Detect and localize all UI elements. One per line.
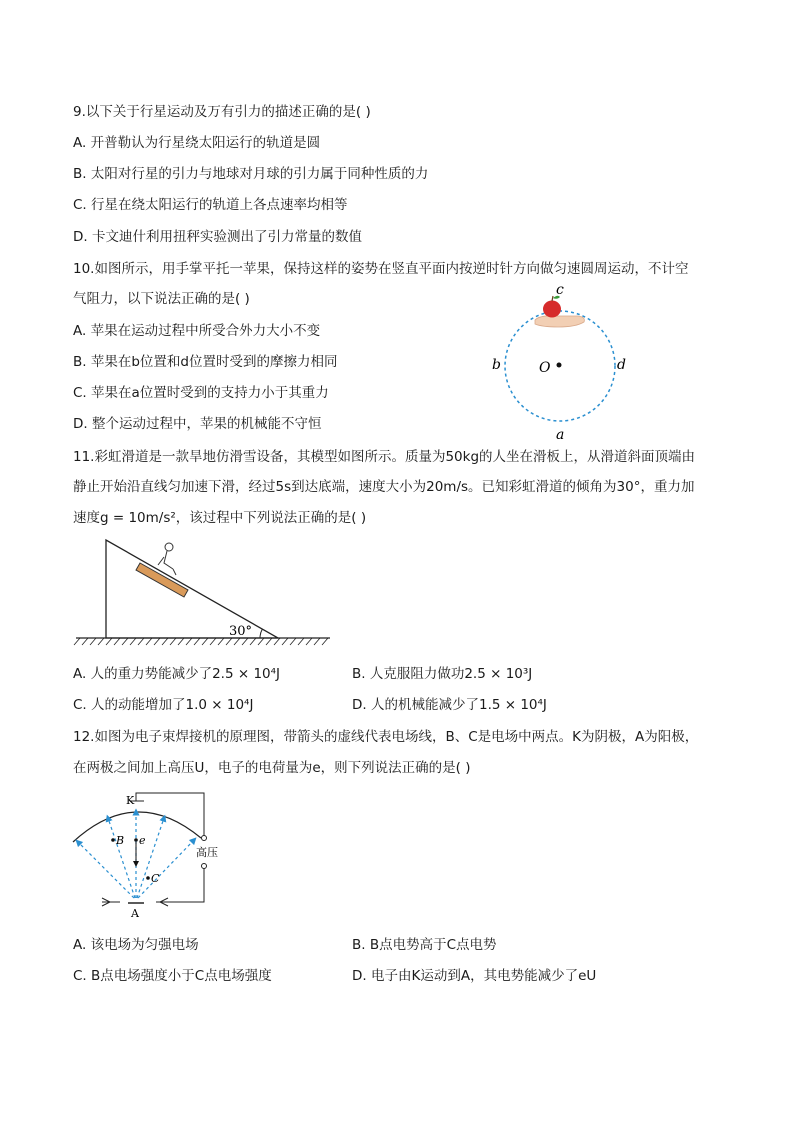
q9-option-b: B. 太阳对行星的引力与地球对月球的引力属于同种性质的力 <box>73 166 429 182</box>
q10-option-d: D. 整个运动过程中，苹果的机械能不守恒 <box>73 416 322 432</box>
label-b: b <box>492 357 501 373</box>
q9-option-d: D. 卡文迪什利用扭秤实验测出了引力常量的数值 <box>73 229 362 245</box>
hand-icon <box>535 316 584 327</box>
person-icon <box>158 543 176 575</box>
q11-slope-figure <box>72 535 336 650</box>
label-d: d <box>617 357 626 373</box>
label-e: e <box>139 834 146 847</box>
terminal-bottom <box>202 864 207 869</box>
apple-stem <box>552 296 553 301</box>
label-a: a <box>556 427 565 443</box>
q12-stem-line1: 12.如图为电子束焊接机的原理图，带箭头的虚线代表电场线，B、C是电场中两点。K为阴极，A为阳极， <box>73 729 699 745</box>
q10-option-b: B. 苹果在b位置和d位置时受到的摩擦力相同 <box>73 354 338 370</box>
label-o: O <box>539 360 551 376</box>
q12-option-a: A. 该电场为匀强电场 <box>73 937 199 953</box>
label-b: B <box>116 834 125 847</box>
cathode-arc <box>73 812 201 842</box>
label-c: C <box>151 872 160 885</box>
q9-option-a: A. 开普勒认为行星绕太阳运行的轨道是圆 <box>73 135 321 151</box>
sled-icon <box>136 563 188 597</box>
q11-option-a: A. 人的重力势能减少了2.5 × 10⁴J <box>73 666 281 682</box>
q12-option-d: D. 电子由K运动到A，其电势能减少了eU <box>352 968 597 984</box>
q12-field-figure <box>68 790 228 920</box>
center-dot <box>557 363 562 368</box>
angle-label: 30° <box>229 624 253 639</box>
point-c-dot <box>146 876 150 880</box>
q12-option-b: B. B点电势高于C点电势 <box>352 937 497 953</box>
wire-top <box>136 793 204 836</box>
label-c: c <box>556 282 564 298</box>
terminal-top <box>202 836 207 841</box>
q9-stem: 9.以下关于行星运动及万有引力的描述正确的是( ) <box>73 104 371 120</box>
q10-option-c: C. 苹果在a位置时受到的支持力小于其重力 <box>73 385 329 401</box>
q11-option-d: D. 人的机械能减少了1.5 × 10⁴J <box>352 697 547 713</box>
wire-bottom <box>156 868 204 902</box>
slope-triangle <box>106 540 278 638</box>
angle-arc <box>260 629 262 638</box>
q10-stem-line1: 10.如图所示，用手掌平托一苹果，保持这样的姿势在竖直平面内按逆时针方向做匀速圆周运动，不计空 <box>73 261 689 277</box>
q10-option-a: A. 苹果在运动过程中所受合外力大小不变 <box>73 323 321 339</box>
electron-dot <box>134 838 138 842</box>
q11-stem-line1: 11.彩虹滑道是一款旱地仿滑雪设备，其模型如图所示。质量为50kg的人坐在滑板上，从滑道斜面顶端由 <box>73 449 696 465</box>
point-b-dot <box>111 838 115 842</box>
q9-option-c: C. 行星在绕太阳运行的轨道上各点速率均相等 <box>73 197 348 213</box>
q10-circle-figure <box>480 276 640 446</box>
q12-option-c: C. B点电场强度小于C点电场强度 <box>73 968 272 984</box>
label-k: K <box>126 794 135 807</box>
label-high-voltage: 高压 <box>196 846 218 859</box>
apple-icon <box>543 301 561 318</box>
q12-stem-line2: 在两极之间加上高压U，电子的电荷量为e，则下列说法正确的是( ) <box>73 760 471 776</box>
q11-option-c: C. 人的动能增加了1.0 × 10⁴J <box>73 697 254 713</box>
label-a: A <box>131 907 139 920</box>
q10-stem-line2: 气阻力，以下说法正确的是( ) <box>73 291 250 307</box>
q11-stem-line3: 速度g = 10m/s²，该过程中下列说法正确的是( ) <box>73 510 367 526</box>
ground-hatch <box>74 638 328 645</box>
q11-stem-line2: 静止开始沿直线匀加速下滑，经过5s到达底端，速度大小为20m/s。已知彩虹滑道的倾角为30°，重力加 <box>73 479 695 495</box>
q11-option-b: B. 人克服阻力做功2.5 × 10³J <box>352 666 533 682</box>
